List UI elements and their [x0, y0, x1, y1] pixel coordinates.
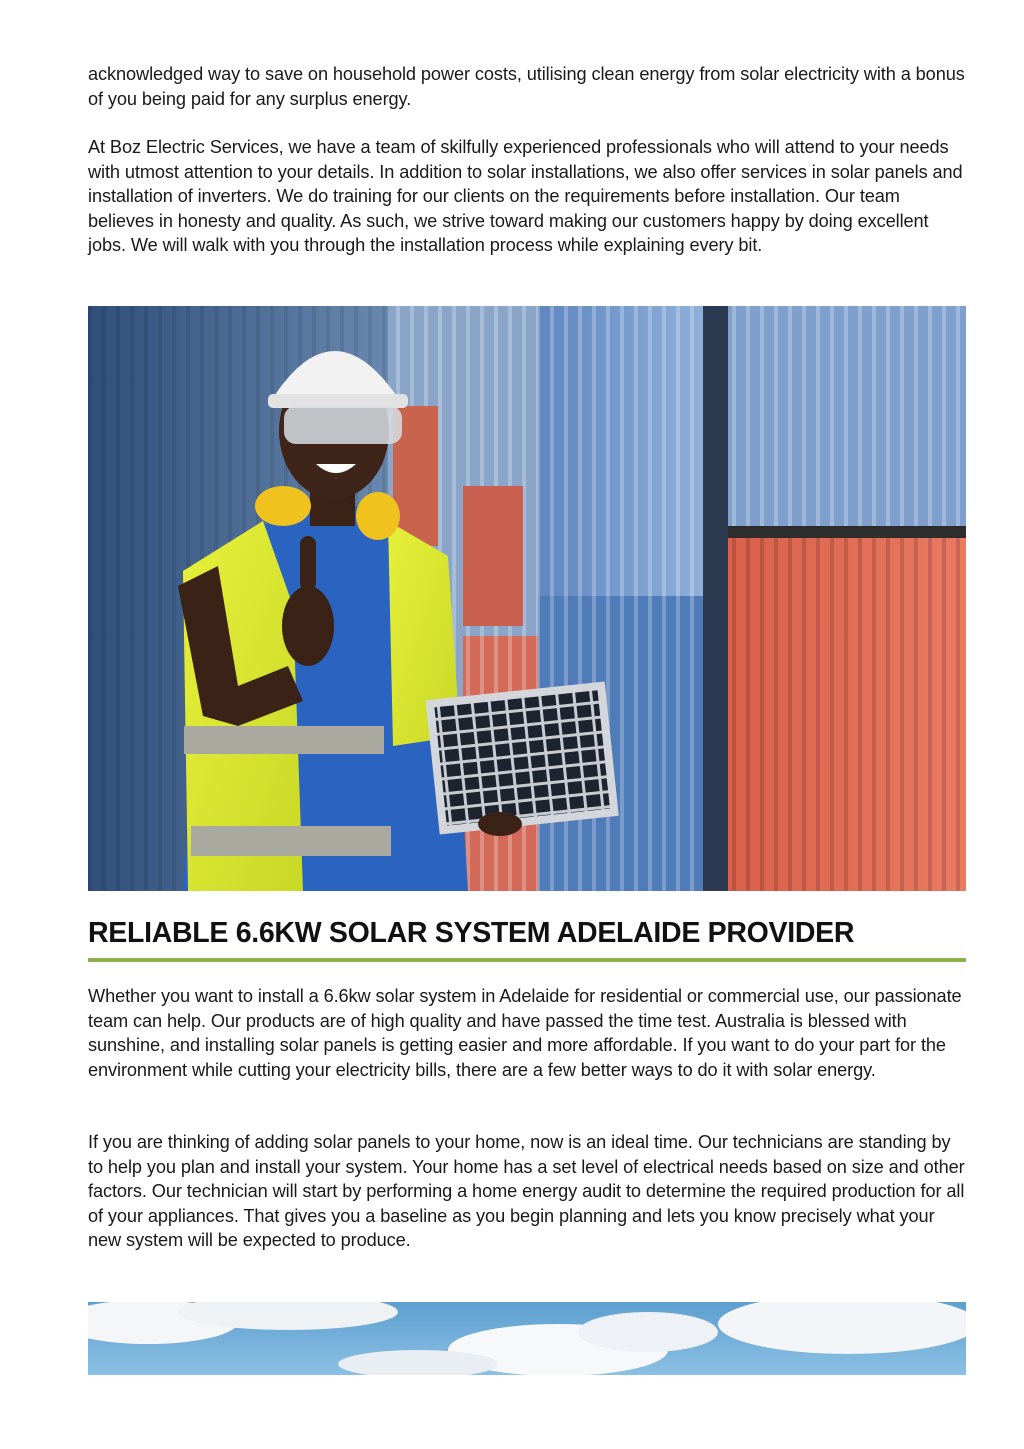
worker-with-solar-panel-photo [88, 306, 966, 891]
about-paragraph: At Boz Electric Services, we have a team of skilfully experienced professionals who will attend to your needs with utmost attention to your details. In addition to solar installations, we also offer services in solar panels and installation of inverters. We do training for our clients on the requirements before installation. Our team believes in honesty and quality. As such, we strive toward making our customers happy by doing excellent jobs. We will walk with you through the installation process while explaining every bit. [88, 137, 963, 256]
provider-paragraph: Whether you want to install a 6.6kw solar system in Adelaide for residential or commercial use, our passionate team can help. Our products are of high quality and have passed the time test. Australia is blessed with sunshine, and installing solar panels is getting easier and more affordable. If you want to do your part for the environment while cutting your electricity bills, there are a few better ways to do it with solar energy. [88, 986, 962, 1080]
heading-divider [88, 958, 966, 962]
section-heading: RELIABLE 6.6KW SOLAR SYSTEM ADELAIDE PROVIDER [88, 917, 855, 949]
sky-photo [88, 1302, 966, 1375]
intro-paragraph: acknowledged way to save on household power costs, utilising clean energy from solar electricity with a bonus of you being paid for any surplus energy. [88, 64, 965, 109]
planning-paragraph: If you are thinking of adding solar panels to your home, now is an ideal time. Our technicians are standing by to help you plan and install your system. Your home has a set level of electrical needs based on size and other factors. Our technician will start by performing a home energy audit to determine the required production for all of your appliances. That gives you a baseline as you begin planning and lets you know precisely what your new system will be expected to produce. [88, 1132, 965, 1251]
